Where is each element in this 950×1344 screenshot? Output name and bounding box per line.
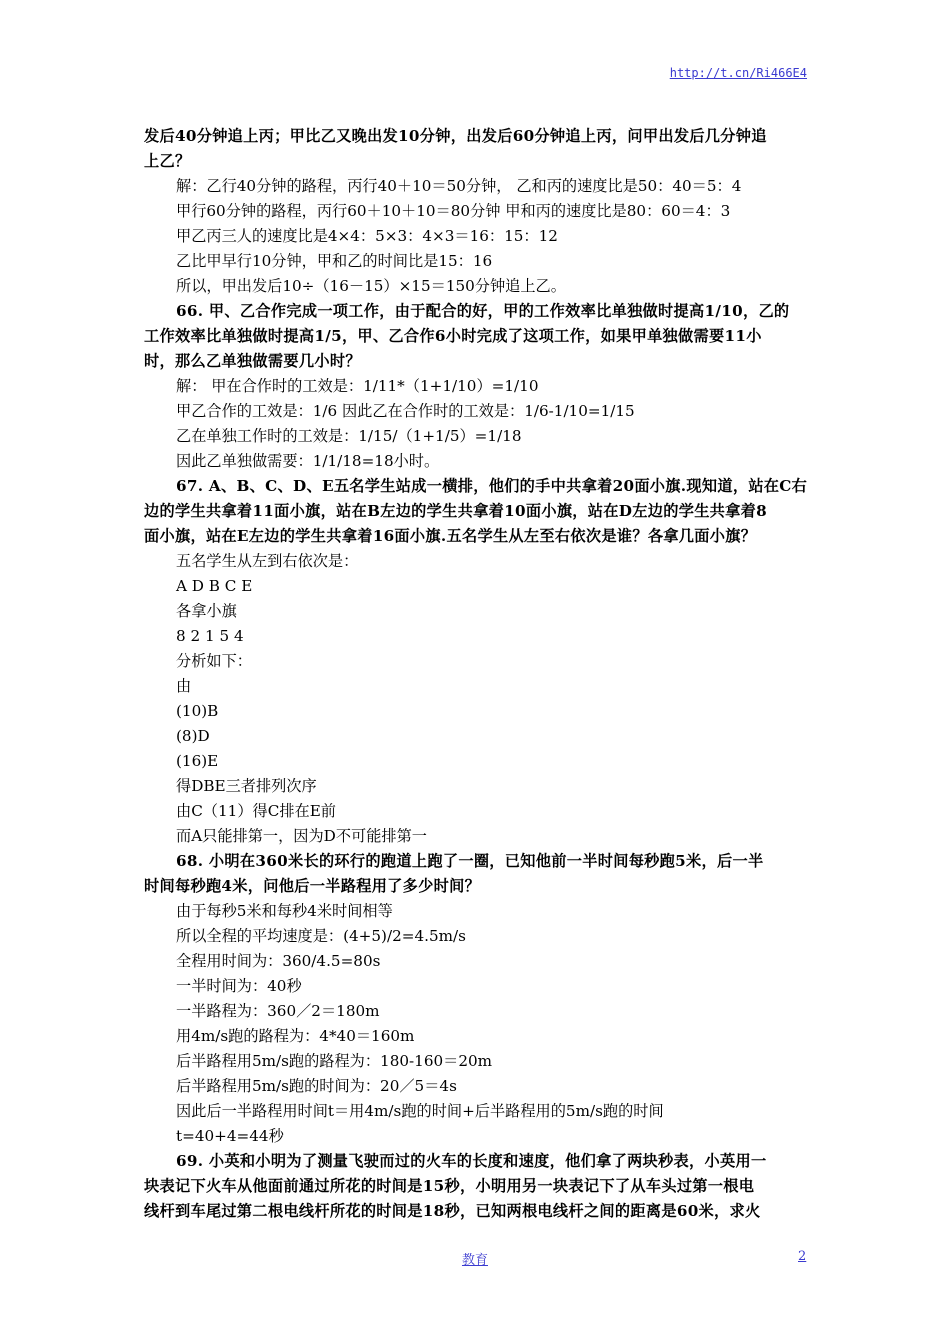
- solution-line: 由: [176, 677, 192, 695]
- solution-line: 而A只能排第一，因为D不可能排第一: [176, 827, 427, 845]
- solution-line: (8)D: [176, 727, 210, 745]
- question-line: 66. 甲、乙合作完成一项工作，由于配合的好，甲的工作效率比单独做时提高1/10，乙的: [176, 302, 790, 320]
- solution-line: 解： 甲在合作时的工效是：1/11*（1+1/10）=1/10: [176, 377, 539, 395]
- solution-line: 由于每秒5米和每秒4米时间相等: [176, 902, 393, 920]
- solution-line: 所以，甲出发后10÷（16－15）×15＝150分钟追上乙。: [176, 277, 566, 295]
- question-line: 块表记下火车从他面前通过所花的时间是15秒，小明用另一块表记下了从车头过第一根电: [144, 1177, 755, 1195]
- solution-line: 甲行60分钟的路程，丙行60＋10＋10＝80分钟 甲和丙的速度比是80：60＝4：3: [176, 202, 731, 220]
- solution-line: 因此后一半路程用时间t＝用4m/s跑的时间+后半路程用的5m/s跑的时间: [176, 1102, 664, 1120]
- question-line: 工作效率比单独做时提高1/5，甲、乙合作6小时完成了这项工作，如果甲单独做需要11小: [144, 327, 762, 345]
- question-line: 69. 小英和小明为了测量飞驶而过的火车的长度和速度，他们拿了两块秒表，小英用一: [176, 1152, 767, 1170]
- question-line: 上乙？: [144, 152, 191, 170]
- question-line: 边的学生共拿着11面小旗，站在B左边的学生共拿着10面小旗，站在D左边的学生共拿着8: [144, 502, 768, 520]
- header-url-link[interactable]: http://t.cn/Ri466E4: [669, 66, 807, 80]
- solution-line: 各拿小旗: [176, 602, 237, 620]
- question-line: 发后40分钟追上丙；甲比乙又晚出发10分钟，出发后60分钟追上丙，问甲出发后几分钟追: [144, 127, 767, 145]
- footer-link[interactable]: 教育: [461, 1253, 488, 1268]
- solution-line: A D B C E: [176, 577, 253, 595]
- solution-line: 后半路程用5m/s跑的时间为：20／5＝4s: [176, 1077, 457, 1095]
- solution-line: 由C（11）得C排在E前: [176, 802, 336, 820]
- solution-line: 得DBE三者排列次序: [176, 777, 317, 795]
- document-body: [144, 124, 808, 1224]
- question-line: 时，那么乙单独做需要几小时？: [144, 352, 361, 370]
- question-line: 67. A、B、C、D、E五名学生站成一横排，他们的手中共拿着20面小旗.现知道，站在C右: [176, 477, 808, 495]
- solution-line: 用4m/s跑的路程为：4*40＝160m: [176, 1027, 415, 1045]
- solution-line: (16)E: [176, 752, 219, 770]
- question-line: 时间每秒跑4米，问他后一半路程用了多少时间？: [144, 877, 481, 895]
- solution-line: 甲乙合作的工效是：1/6 因此乙在合作时的工效是：1/6-1/10=1/15: [176, 402, 635, 420]
- solution-line: 后半路程用5m/s跑的路程为：180-160＝20m: [176, 1052, 493, 1070]
- solution-line: 所以全程的平均速度是：(4+5)/2=4.5m/s: [176, 927, 466, 945]
- solution-line: (10)B: [176, 702, 219, 720]
- solution-line: 全程用时间为：360/4.5=80s: [176, 952, 381, 970]
- solution-line: 一半时间为：40秒: [176, 977, 302, 995]
- question-line: 面小旗，站在E左边的学生共拿着16面小旗.五名学生从左至右依次是谁？各拿几面小旗？: [144, 527, 757, 545]
- question-line: 线杆到车尾过第二根电线杆所花的时间是18秒，已知两根电线杆之间的距离是60米，求火: [144, 1202, 761, 1220]
- solution-line: 解：乙行40分钟的路程，丙行40＋10＝50分钟， 乙和丙的速度比是50：40＝5：4: [176, 177, 742, 195]
- solution-line: 乙比甲早行10分钟，甲和乙的时间比是15：16: [176, 252, 493, 270]
- solution-line: 甲乙丙三人的速度比是4×4：5×3：4×3＝16：15：12: [176, 227, 558, 245]
- solution-line: 分析如下：: [176, 652, 252, 670]
- solution-line: 五名学生从左到右依次是：: [176, 552, 359, 570]
- solution-line: 乙在单独工作时的工效是：1/15/（1+1/5）=1/18: [176, 427, 522, 445]
- solution-line: 一半路程为：360／2＝180m: [176, 1002, 380, 1020]
- solution-line: 8 2 1 5 4: [176, 627, 244, 645]
- solution-line: t=40+4=44秒: [176, 1127, 284, 1145]
- solution-line: 因此乙单独做需要：1/1/18=18小时。: [176, 452, 440, 470]
- page-number: 2: [798, 1249, 807, 1264]
- question-line: 68. 小明在360米长的环行的跑道上跑了一圈，已知他前一半时间每秒跑5米，后一半: [176, 852, 764, 870]
